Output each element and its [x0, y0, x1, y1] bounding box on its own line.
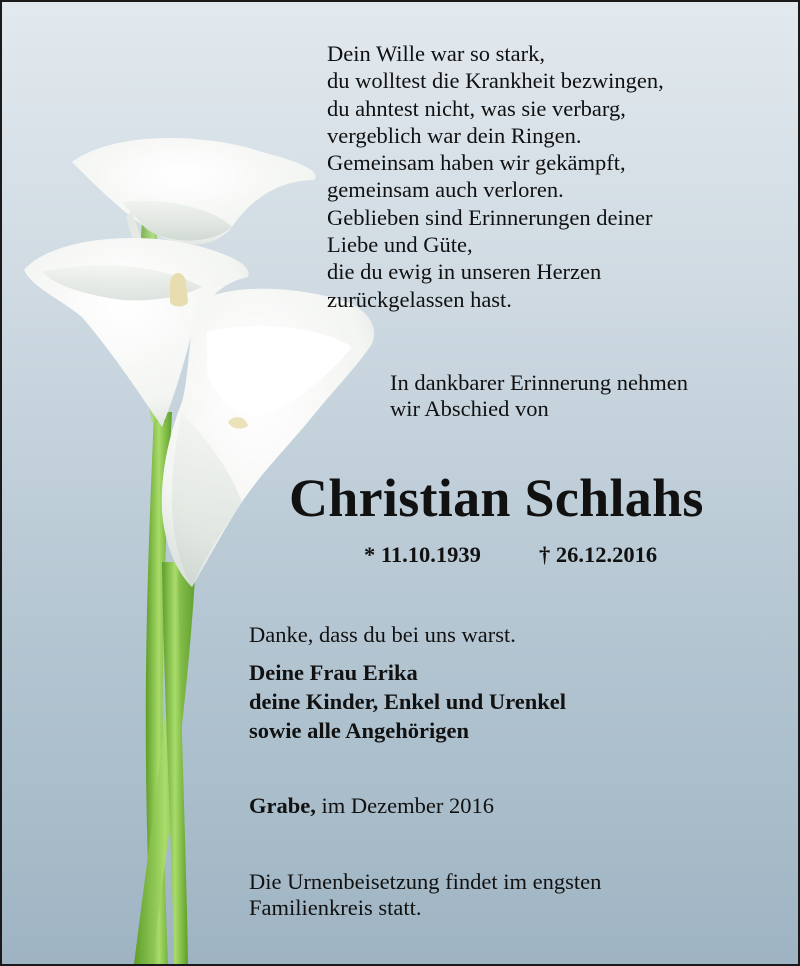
intro-line: wir Abschied von [390, 396, 549, 421]
mourners-list [249, 658, 566, 745]
mourner-line: Deine Frau Erika [249, 660, 418, 685]
poem-line: Geblieben sind Erinnerungen deiner [327, 204, 653, 230]
poem-line: du ahntest nicht, was sie verbarg, [327, 95, 626, 121]
poem [327, 40, 664, 313]
mourner-line: sowie alle Angehörigen [249, 718, 469, 743]
intro-line: In dankbarer Erinnerung nehmen [390, 370, 689, 395]
place-and-date [249, 793, 494, 819]
birth-date: * 11.10.1939 [364, 542, 481, 567]
poem-line: vergeblich war dein Ringen. [327, 122, 582, 148]
poem-line: Dein Wille war so stark, [327, 41, 546, 66]
farewell-intro [390, 370, 688, 422]
deceased-name: Christian Schlahs [289, 468, 704, 528]
death-date: † 26.12.2016 [539, 542, 658, 567]
poem-line: du wolltest die Krankheit bezwingen, [327, 68, 664, 94]
burial-notice [249, 869, 601, 921]
place-name: Grabe, [249, 793, 316, 818]
notice-line: Familienkreis statt. [249, 895, 422, 920]
poem-line: Liebe und Güte, [327, 232, 473, 258]
poem-line: die du ewig in unseren Herzen [327, 259, 602, 285]
date-text: im Dezember 2016 [315, 793, 494, 818]
notice-line: Die Urnenbeisetzung findet im engsten [249, 869, 602, 894]
front-lily [162, 289, 374, 587]
poem-line: zurückgelassen hast. [327, 286, 512, 312]
poem-line: gemeinsam auch verloren. [327, 177, 564, 203]
thanks-text: Danke, dass du bei uns warst. [249, 622, 516, 647]
poem-line: Gemeinsam haben wir gekämpft, [327, 150, 626, 176]
mourner-line: deine Kinder, Enkel und Urenkel [249, 689, 566, 714]
